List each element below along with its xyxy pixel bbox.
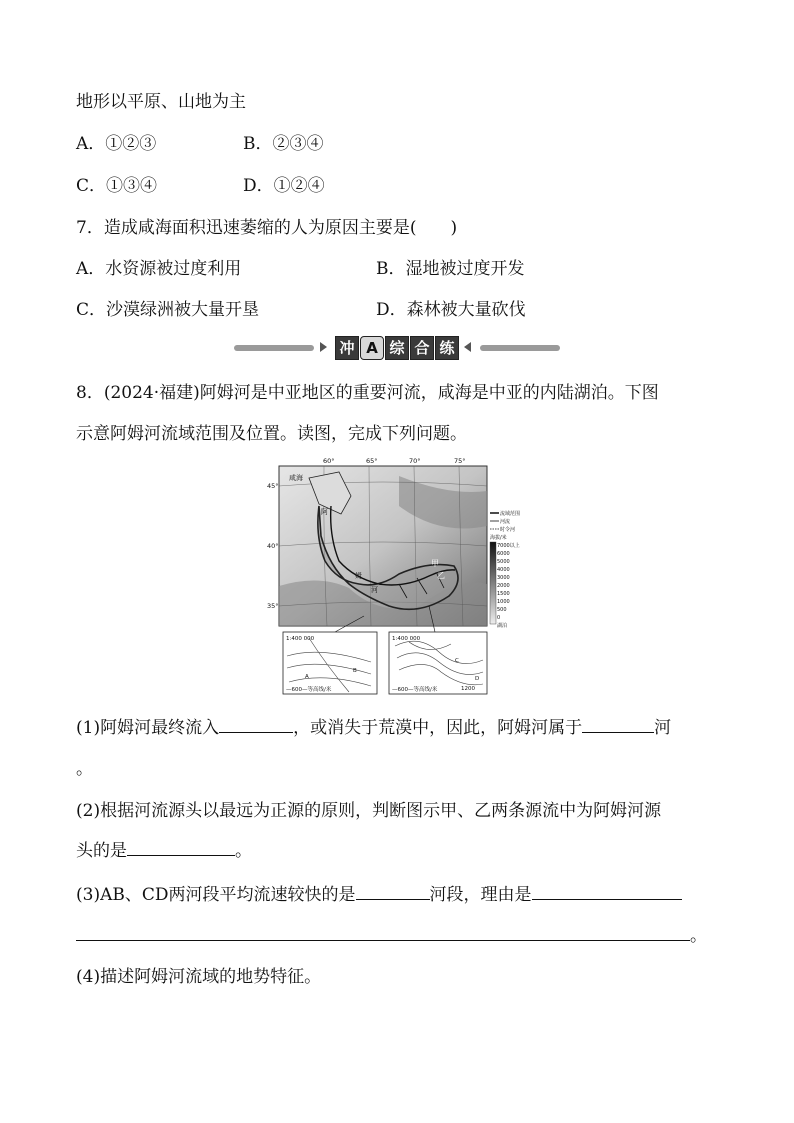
inset2-scale: 1:400 000 — [392, 636, 421, 642]
elev-label: 6000 — [497, 551, 510, 557]
answer-blank[interactable] — [582, 714, 654, 733]
legend-basin: 流域范围 — [500, 511, 521, 517]
inset2-label-d: D — [475, 676, 480, 682]
q8-sub3-text-a: (3)AB、CD两河段平均流速较快的是 — [76, 885, 356, 905]
banner-char: 冲 — [335, 336, 359, 360]
q8-sub1-text-c: 河 — [654, 718, 672, 738]
inset1-scale: 1:400 000 — [286, 636, 315, 642]
inset2-label-c: C — [455, 658, 459, 664]
banner-char: A — [360, 336, 384, 360]
q6-option-b[interactable]: B．②③④ — [243, 134, 324, 154]
inset1-label-b: B — [353, 668, 357, 674]
inset-map-cd — [389, 632, 487, 694]
banner-char: 合 — [410, 336, 434, 360]
answer-blank[interactable] — [356, 881, 430, 900]
inset1-label-a: A — [305, 674, 309, 680]
q8-sub2-text: 头的是 — [76, 841, 127, 861]
inset2-footer: —600—等高线/米 — [392, 687, 438, 693]
q8-sub1-end: 。 — [76, 759, 93, 779]
q7-option-d[interactable]: D．森林被大量砍伐 — [376, 300, 526, 320]
q8-sub4: (4)描述阿姆河流域的地势特征。 — [76, 967, 322, 987]
q8-sub2-end: 。 — [235, 841, 252, 861]
banner-right-bar — [480, 345, 560, 351]
answer-blank[interactable] — [76, 922, 690, 941]
q7-stem: 7．造成咸海面积迅速萎缩的人为原因主要是( ) — [76, 218, 458, 238]
river-label: 河 — [371, 586, 378, 594]
river-label: 姆 — [355, 572, 362, 580]
map-legend — [490, 510, 520, 629]
q6-option-a[interactable]: A．①②③ — [76, 134, 157, 154]
q8-stem-line2: 示意阿姆河流域范围及位置。读图，完成下列问题。 — [76, 424, 467, 444]
answer-blank[interactable] — [532, 881, 682, 900]
q8-sub3-line1 — [76, 880, 682, 905]
elev-label: 1500 — [497, 591, 510, 597]
inset-map-ab — [283, 632, 377, 694]
elevation-scale — [490, 542, 496, 624]
banner-left-bar — [234, 345, 314, 351]
legend-elevation-title: 海拔/米 — [490, 535, 507, 541]
q7-option-c[interactable]: C．沙漠绿洲被大量开垦 — [76, 300, 260, 320]
q8-sub1-text-a: (1)阿姆河最终流入 — [76, 718, 220, 738]
lon-label: 65° — [366, 457, 378, 465]
q6-option-d[interactable]: D．①②④ — [243, 176, 325, 196]
q8-sub3-end: 。 — [690, 926, 707, 946]
legend-river: 河流 — [500, 519, 511, 525]
legend-seasonal-river: 时令河 — [500, 527, 516, 533]
elev-label: 4000 — [497, 567, 510, 573]
q7-option-b[interactable]: B．湿地被过度开发 — [376, 259, 525, 279]
elev-label: 1000 — [497, 599, 510, 605]
lon-label: 70° — [409, 457, 421, 465]
inset2-contour: 1200 — [461, 686, 475, 692]
q7-option-a[interactable]: A．水资源被过度利用 — [76, 259, 242, 279]
prev-question-tail: 地形以平原、山地为主 — [76, 92, 246, 112]
elev-label: 2000 — [497, 583, 510, 589]
lat-label: 35° — [267, 602, 279, 610]
elev-label: 0 — [497, 615, 501, 621]
elev-label: 湖泊 — [497, 623, 508, 629]
q8-sub2-line2 — [76, 836, 252, 861]
q8-sub1 — [76, 713, 671, 738]
source-label-jia: 甲 — [431, 559, 439, 568]
lon-label: 75° — [454, 457, 466, 465]
lat-label: 40° — [267, 542, 279, 550]
banner-char: 综 — [385, 336, 409, 360]
elev-label: 5000 — [497, 559, 510, 565]
elev-label: 3000 — [497, 575, 510, 581]
banner-char: 练 — [435, 336, 459, 360]
lon-label: 60° — [323, 457, 335, 465]
elev-label: 500 — [497, 607, 507, 613]
banner-right-arrow-icon — [320, 342, 327, 352]
answer-blank[interactable] — [127, 837, 235, 856]
amu-darya-basin-map — [267, 457, 521, 698]
river-label: 阿 — [321, 508, 328, 516]
elev-label: 7000以上 — [497, 543, 520, 549]
q6-option-c[interactable]: C．①③④ — [76, 176, 158, 196]
banner-left-arrow-icon — [464, 342, 471, 352]
lat-label: 45° — [267, 482, 279, 490]
answer-blank[interactable] — [219, 714, 293, 733]
banner-title — [335, 336, 459, 360]
q8-sub1-text-b: ，或消失于荒漠中，因此，阿姆河属于 — [293, 718, 583, 738]
inset1-footer: —600—等高线/米 — [286, 687, 332, 693]
q8-sub2-line1: (2)根据河流源头以最远为正源的原则，判断图示甲、乙两条源流中为阿姆河源 — [76, 801, 662, 821]
source-label-yi: 乙 — [437, 571, 445, 580]
aral-sea-label: 咸海 — [289, 474, 303, 482]
q8-stem-line1: 8．(2024·福建)阿姆河是中亚地区的重要河流，咸海是中亚的内陆湖泊。下图 — [76, 383, 659, 403]
section-banner — [234, 336, 560, 360]
q8-sub3-text-b: 河段，理由是 — [429, 885, 532, 905]
q8-sub3-line2 — [76, 921, 707, 946]
